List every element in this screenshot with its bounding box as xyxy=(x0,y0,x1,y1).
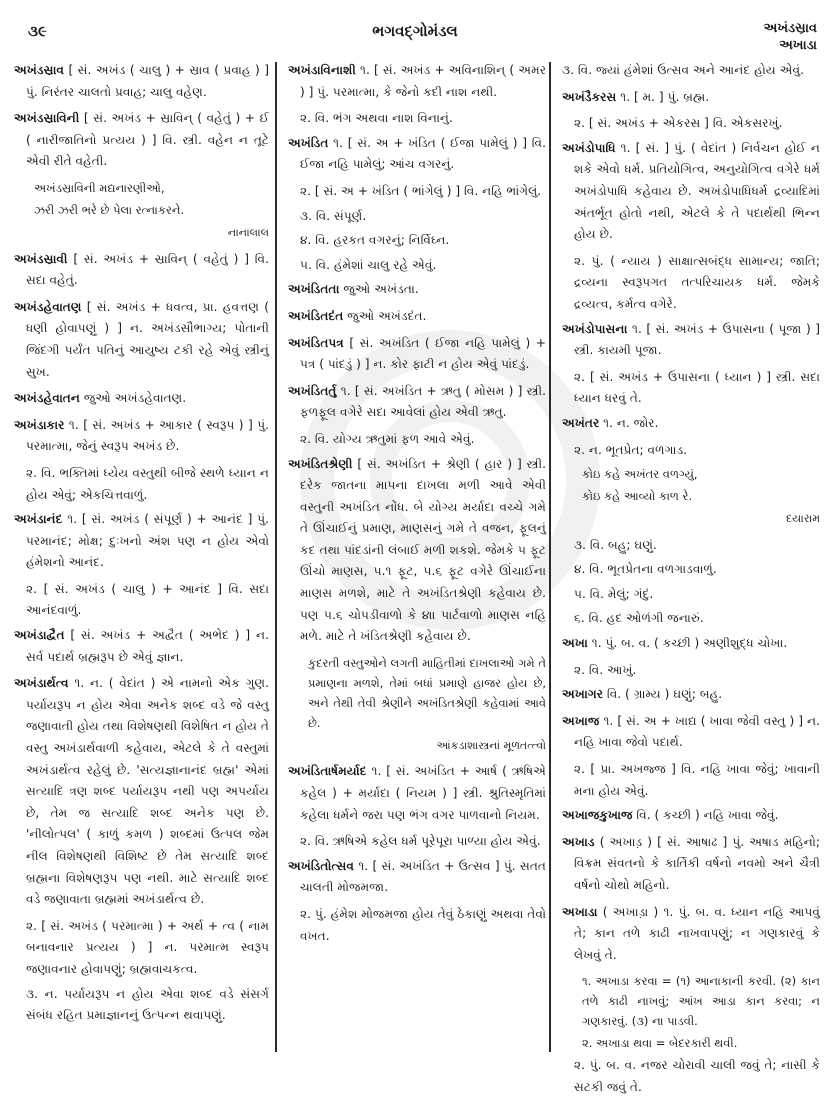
running-title: ભગવદ્ગોમંડલ xyxy=(372,22,458,40)
dictionary-entry xyxy=(288,381,546,424)
entry-headword: અખંડિતાર્ષમર્યાદ xyxy=(288,764,367,779)
entry-sense: ૨. વિ. ભક્તિમાં ધ્યેય વસ્તુથી બીજે સ્થળે ધ્યાન ન હોય એવું; એકચિત્તવાળું. xyxy=(26,465,269,502)
dictionary-entry xyxy=(562,413,820,435)
quotation-attribution: નાનાલાલ xyxy=(227,225,269,239)
entry-definition: ૧. [ સં. અખંડિત + ઋતુ ( મોસમ ) ] સ્ત્રી. ફળફૂલ વગેરે સદા આવેલાં હોય એવી ઋતુ. xyxy=(300,383,546,420)
entry-sense: ૨. પું. બ. વ. નજર ચોરાવી ચાલી જવું તે; નાસી કે સટકી જવું તે. xyxy=(574,1058,820,1094)
guide-words xyxy=(764,20,817,54)
entry-sense: ૨. [ સં. અખંડ ( ચાલુ ) + આનંદ ] વિ. સદા આનંદવાળું. xyxy=(26,581,269,618)
entry-definition: વિ. ( ગ્રામ્ય ) ઘણું; બહુ. xyxy=(603,687,723,702)
entry-headword: અખંડિતશ્રેણી xyxy=(288,456,353,471)
entry-definition: [ સં. અખંડિત ( ઈજા નહિ પામેલું ) + પત્ર ( પાંદડું ) ] ન. કોર ફાટી ન હોય એવું પાંદડું. xyxy=(300,335,546,372)
column-divider xyxy=(549,62,551,1052)
entry-sense: ૫. વિ. હંમેશાં ચાલુ રહે એવું. xyxy=(300,257,437,272)
entry-definition: ૧. [ સં. ] પું. ( વેદાંત ) નિર્વચન હોઈ ન શકે એવો ધર્મ. પ્રતિયોગિત્વ, અનુયોગિત્વ વગેરે ધર્મ અખંડોપાધિ કહેવાય છે. અખંડોપાધિધર્મ દ્રવ્યાદિમાં અંતર્ભૂત હોતો નથી, એટલે કે તે પદાર્થથી ભિન્ન હોય છે. xyxy=(574,140,820,242)
entry-headword: અખાડા xyxy=(562,904,598,919)
dictionary-entry xyxy=(288,761,546,826)
entry-definition: ( અખાડ઼ા ) ૧. પું. બ. વ. ધ્યાન નહિ આપવું તે; કાન તળે કાઢી નાખવાપણું; ન ગણકારવું કે લેખવું તે. xyxy=(574,904,820,962)
entry-sense: ૨. પું. ( ન્યાય ) સાક્ષાત્સબંદ્ધ સામાન્ય; જાતિ; દ્રવ્યના સ્વરૂપગત તત્પરિચાયક ધર્મ. જેમકે દ્રવ્યત્વ, કર્મત્વ વગેરે. xyxy=(574,253,820,311)
dictionary-entry xyxy=(14,297,269,383)
entry-headword: અખંડિતતા xyxy=(288,282,340,297)
quotation-attribution: દયારામ xyxy=(785,512,820,526)
quotation-attribution: આંકડાશાસ્ત્રનાં મૂળતત્ત્વો xyxy=(436,738,546,752)
entry-definition: જુઓ અખંડતા. xyxy=(339,282,419,297)
entry-definition: ૩. વિ. જ્યાં હંમેશાં ઉત્સવ અને આનંદ હોય એવું. xyxy=(562,63,804,77)
entry-headword: અખંડહેવાતન xyxy=(14,391,80,406)
dictionary-entry xyxy=(14,388,269,410)
entry-quotation: ૨. અખાડા થવા = બેદરકારી થવી. xyxy=(582,1036,738,1051)
entry-headword: અખાડ xyxy=(562,834,595,849)
dictionary-entry xyxy=(288,279,546,301)
entry-headword: અખાજ xyxy=(562,713,600,728)
dictionary-entry xyxy=(562,138,820,246)
entry-sense: ૩. ન. પર્યાયરૂપ ન હોય એવા શબ્દ વડે સંસર્ગ સંબંધ રહિત પ્રમાજ્ઞાનનું ઉત્પન્ન થવાપણું. xyxy=(26,986,269,1023)
page-number: ૩૯ xyxy=(28,22,47,40)
entry-headword: અખંડિતોત્સવ xyxy=(288,858,355,873)
entry-definition: વિ. ( કચ્છી ) નહિ ખાવા જેવું. xyxy=(632,808,779,823)
entry-sense: ૬. વિ. હદ ઓળંગી જનારું. xyxy=(574,611,704,626)
entry-definition: [ સં. અખંડ + સ્રાવિન્ ( વહેતું ) + ઈ ( નારીજાતિનો પ્રત્યય ) ] વિ. સ્ત્રી. વહેન ન તૂટે એવી રીતે વહેતી. xyxy=(26,111,269,169)
guide-word-first: અખંડસ્રાવ xyxy=(763,21,817,36)
entry-definition: ૧. ન. જોર. xyxy=(599,415,659,430)
dictionary-entry xyxy=(562,902,820,967)
entry-sense: ૨. [ પ્રા. અખજ્જ ] વિ. નહિ ખાવા જેવું; ખાવાની મના હોય એવું. xyxy=(574,762,820,798)
entry-quotation: ઝરી ઝરી ભરે છે પેલા રત્નાકરને. xyxy=(34,202,185,217)
entry-definition: ૧. [ સં. અખંડિત + આર્ષ ( ઋષિએ કહેલ ) + મર્યાદા ( નિયમ ) ] સ્ત્રી. શ્રુતિસ્મૃતિમાં કહેલા ધર્મને જરા પણ ભંગ વગર પાળવાનો નિયમ. xyxy=(300,764,546,822)
entry-sense: ૩. વિ. બહુ; ઘણું. xyxy=(574,537,657,552)
entry-sense: ૪. વિ. હરકત વગરનું; નિર્વિઘ્ન. xyxy=(300,233,450,248)
entry-definition: ૧. [ સં. અખંડિત + ઉત્સવ ] પું. સતત ચાલતી મોજમજા. xyxy=(300,858,546,895)
dictionary-entry xyxy=(288,454,546,648)
entry-quotation: ૧. અખાડા કરવા = (૧) આનાકાની કરવી. (૨) કાન તળે કાઢી નાખવું; આંખ આડા કાન કરવા; ન ગણકારવું. (૩) ના પાડવી. xyxy=(582,974,820,1029)
dictionary-entry xyxy=(14,60,269,103)
page-header xyxy=(0,0,825,60)
column-2 xyxy=(288,60,546,950)
dictionary-entry xyxy=(14,625,269,668)
dictionary-entry xyxy=(288,333,546,376)
entry-headword: અખંડિત xyxy=(288,135,329,150)
dictionary-entry xyxy=(14,415,269,458)
column-3 xyxy=(562,60,820,1102)
entry-quotation: કુદરતી વસ્તુઓને લગતી માહિતીમાં દાખલાઓ ગમે તે પ્રમાણના મળશે, તેમાં બધાં પ્રમાણે હાજર હોય છે, અને તેથી તેવી શ્રેણીને અખંડિતશ્રેણી કહેવામાં આવે છે. xyxy=(308,655,546,730)
entry-definition: ૧. [ સં. અખંડ ( સંપૂર્ણ ) + આનંદ ] પું. પરમાનંદ; મોક્ષ; દુઃખનો અંશ પણ ન હોય એવો હંમેશનો આનંદ. xyxy=(26,512,269,570)
entry-definition: [ સં. અખંડ + ધવત્વ, પ્રા. હવત્તણ ( ધણી હોવાપણું ) ] ન. અખંડસૌભાગ્ય; પોતાની જિંદગી પર્યંત પતિનું આયુષ્ય ટકી રહે એવું સ્ત્રીનું સુખ. xyxy=(26,299,269,379)
entry-headword: અખંડાનંદ xyxy=(14,512,63,527)
entry-headword: અખાગર xyxy=(562,687,604,702)
entry-sense: ૨. ન. ભૂતપ્રેત; વળગાડ. xyxy=(574,442,688,457)
entry-headword: અખંડહેવાતણ xyxy=(14,299,82,314)
entry-headword: અખંડૈકરસ xyxy=(562,89,617,104)
dictionary-entry xyxy=(562,633,820,655)
dictionary-entry xyxy=(562,60,820,82)
dictionary-columns xyxy=(0,60,825,1094)
entry-headword: અખંડિતદંત xyxy=(288,308,344,323)
entry-headword: અખંડોપાધિ xyxy=(562,140,616,155)
entry-headword: અખંડસ્રાવી xyxy=(14,251,68,266)
entry-definition: ૧. ન. ( વેદાંત ) એ નામનો એક ગુણ. પર્યાયરૂપ ન હોય એવા અનેક શબ્દ વડે જે વસ્તુ જણાવાતી હોય તથા વિશેષણથી વિશેષિત ન હોય તે વસ્તુ અખંડાર્થવાળી કહેવાય, એટલે કે તે વસ્તુમાં અખંડાર્થત્વ રહેલું છે. 'સત્યજ્ઞાનાનંદ બ્રહ્મ' એમાં સત્યાદિ ત્રણ શબ્દ પર્યાયરૂપ નથી પણ અપર્યાય છે, તેમ જ સત્યાદિ શબ્દ અનેક પણ છે. 'નીલોત્પલ' ( કાળું કમળ ) શબ્દમાં ઉત્પલ જેમ નીલ વિશેષણથી વિશિષ્ટ છે તેમ સત્યાદિ શબ્દ બ્રહ્મના વિશેષણરૂપ પણ નથી. માટે સત્યાદિ શબ્દ વડે જણાવાતા બ્રહ્મમાં અખંડાર્થત્વ છે. xyxy=(26,676,269,907)
entry-definition: [ સં. અખંડ + અદ્વૈત ( અભેદ ) ] ન. સર્વ પદાર્થ બ્રહ્મરૂપ છે એવું જ્ઞાન. xyxy=(26,628,269,664)
entry-headword: અખા xyxy=(562,636,588,651)
dictionary-entry xyxy=(14,673,269,911)
entry-sense: ૨. વિ. આખું. xyxy=(574,662,637,677)
dictionary-entry xyxy=(562,87,820,109)
dictionary-entry xyxy=(288,60,546,103)
entry-definition: ૧. પું. બ. વ. ( કચ્છી ) અણીશુદ્ધ ચોખા. xyxy=(587,636,788,651)
entry-sense: ૪. વિ. ભૂતપ્રેતના વળગાડવાળું. xyxy=(574,562,717,577)
entry-definition: ( અખાડ઼ ) [ સં. આષાઢ ] પું. અષાડ મહિનો; વિક્રમ સંવતનો કે કાર્તિકી વર્ષનો નવમો અને ચૈત્રી વર્ષનો ચોથો મહિનો. xyxy=(574,834,820,892)
dictionary-entry xyxy=(288,856,546,899)
entry-quotation: કોઇ કહે આવ્યો કાળ રે. xyxy=(582,489,693,504)
entry-headword: અખંડિતર્તુ xyxy=(288,383,337,398)
entry-headword: અખંડસ્રાવિની xyxy=(14,111,80,126)
dictionary-entry xyxy=(288,306,546,328)
entry-sense: ૫. વિ. મેલું; ગંદું. xyxy=(574,586,654,601)
entry-headword: અખંતર xyxy=(562,415,600,430)
entry-definition: [ સં. અખંડ + સ્રાવિન્ ( વહેતું ) ] વિ. સદા વહેતું. xyxy=(26,251,269,288)
entry-definition: [ સં. અખંડિત + શ્રેણી ( હાર ) ] સ્ત્રી. દરેક જાતના માપના દાખલા મળી આવે એવી વસ્તુની અખંડિત નોંધ. બે યોગ્ય મર્યાદા વચ્ચે ગમે તે ઊંચાઈનું પ્રમાણ, માણસનું ગમે તે વજન, ફૂલનું કદ તથા પાંદડાંની લંબાઈ મળી શકશે. જેમકે ૫ ફૂટ ઊંચો માણસ, ૫.૧ ફૂટ, ૫.૬ ફૂટ વગેરે ઊંચાઈના માણસ મળશે, માટે તે અખંડિતશ્રેણી કહેવાય છે. પણ ૫.૬ ચોપડીવાળો કે ૪॥ પાર્ટવાળો માણસ નહિ મળે. માટે તે ખંડિતશ્રેણી કહેવાય છે. xyxy=(300,456,546,644)
entry-headword: અખંડાર્થત્વ xyxy=(14,676,69,691)
dictionary-entry xyxy=(562,832,820,897)
entry-sense: ૨. [ સં. અખંડ + એકરસ ] વિ. એકસરખું. xyxy=(574,116,783,131)
dictionary-entry xyxy=(288,133,546,176)
entry-sense: ૨. વિ. ભંગ અથવા નાશ વિનાનું. xyxy=(300,111,453,126)
dictionary-entry xyxy=(562,711,820,754)
entry-definition: જુઓ અખંડહેવાતણ. xyxy=(79,391,187,406)
entry-definition: જુઓ અખંડદંત. xyxy=(343,308,427,323)
entry-definition: ૧. [ સં. અખંડ + ઉપાસના ( પૂજા ) ] સ્ત્રી. કાયમી પૂજા. xyxy=(574,321,820,358)
entry-definition: ૧. [ સં. અખંડ + આકાર ( સ્વરૂપ ) ] પું. પરમાત્મા, જેનું સ્વરૂપ અખંડ છે. xyxy=(26,417,269,454)
entry-sense: ૨. [ સં. અ + ખંડિત ( ભાંગેલું ) ] વિ. નહિ ભાંગેલું. xyxy=(300,183,542,198)
entry-headword: અખંડિતપત્ર xyxy=(288,335,344,350)
column-1 xyxy=(14,60,269,1030)
entry-headword: અખંડોપાસના xyxy=(562,321,628,336)
dictionary-entry xyxy=(562,805,820,827)
dictionary-entry xyxy=(14,249,269,292)
entry-sense: ૩. વિ. સંપૂર્ણ. xyxy=(300,208,367,223)
column-divider xyxy=(275,62,277,1052)
entry-definition: ૧. [ મ. ] પું. બ્રહ્મ. xyxy=(616,89,710,104)
entry-quotation: કોઇ કહે અખંતર વળગ્યું, xyxy=(582,467,698,482)
entry-headword: અખંડાદ્વૈત xyxy=(14,628,65,643)
entry-sense: ૨. વિ. ઋષિએ કહેલ ધર્મ પૂરેપૂરા પાળ્યા હોય એવું. xyxy=(300,834,541,849)
entry-sense: ૨. પું. હંમેશ મોજમજા હોય તેવું ઠેકાણું અથવા તેવો વખત. xyxy=(300,907,546,943)
entry-sense: ૨. [ સં. અખંડ ( પરમાત્મા ) + અર્થ + ત્વ ( નામ બનાવનાર પ્રત્યય ) ] ન. પરમાત્મ સ્વરૂપ જણાવનાર હોવાપણું; બ્રહ્મવાચકત્વ. xyxy=(26,918,269,976)
entry-definition: ૧. [ સં. અખંડ + અવિનાશિન્ ( અમર ) ] પું. પરમાત્મા, કે જેનો કદી નાશ નથી. xyxy=(300,63,546,99)
dictionary-entry xyxy=(562,319,820,362)
dictionary-entry xyxy=(14,509,269,574)
entry-definition: ૧. [ સં. અ + ખંડિત ( ઈજા પામેલું ) ] વિ. ઈજા નહિ પામેલું; આંચ વગરનું. xyxy=(300,135,546,172)
entry-sense: ૨. વિ. યોગ્ય ઋતુમાં ફળ આવે એવું. xyxy=(300,431,475,446)
dictionary-entry xyxy=(562,684,820,706)
guide-word-last: અખાડા xyxy=(779,38,817,53)
entry-definition: ૧. [ સં. અ + ખાદ્ય ( ખાવા જેવી વસ્તુ ) ] ન. નહિ ખાવા જેવો પદાર્થ. xyxy=(574,713,820,750)
entry-definition: [ સં. અખંડ ( ચાલુ ) + સ્રાવ ( પ્રવાહ ) ] પું. નિરંતર ચાલતો પ્રવાહ; ચાલુ વહેણ. xyxy=(26,63,269,99)
entry-sense: ૨. [ સં. અખંડ + ઉપાસના ( ધ્યાન ) ] સ્ત્રી. સદા ધ્યાન ધરવું તે. xyxy=(574,369,820,406)
dictionary-entry xyxy=(14,108,269,173)
entry-quotation: અખંડસ્રાવિની મદ્યનારણીઓ, xyxy=(34,180,165,195)
entry-headword: અખંડાવિનાશી xyxy=(288,63,356,77)
entry-headword: અખંડાકાર xyxy=(14,417,65,432)
entry-headword: અખાજકુખાજ xyxy=(562,808,633,823)
entry-headword: અખંડસ્રાવ xyxy=(14,63,65,77)
